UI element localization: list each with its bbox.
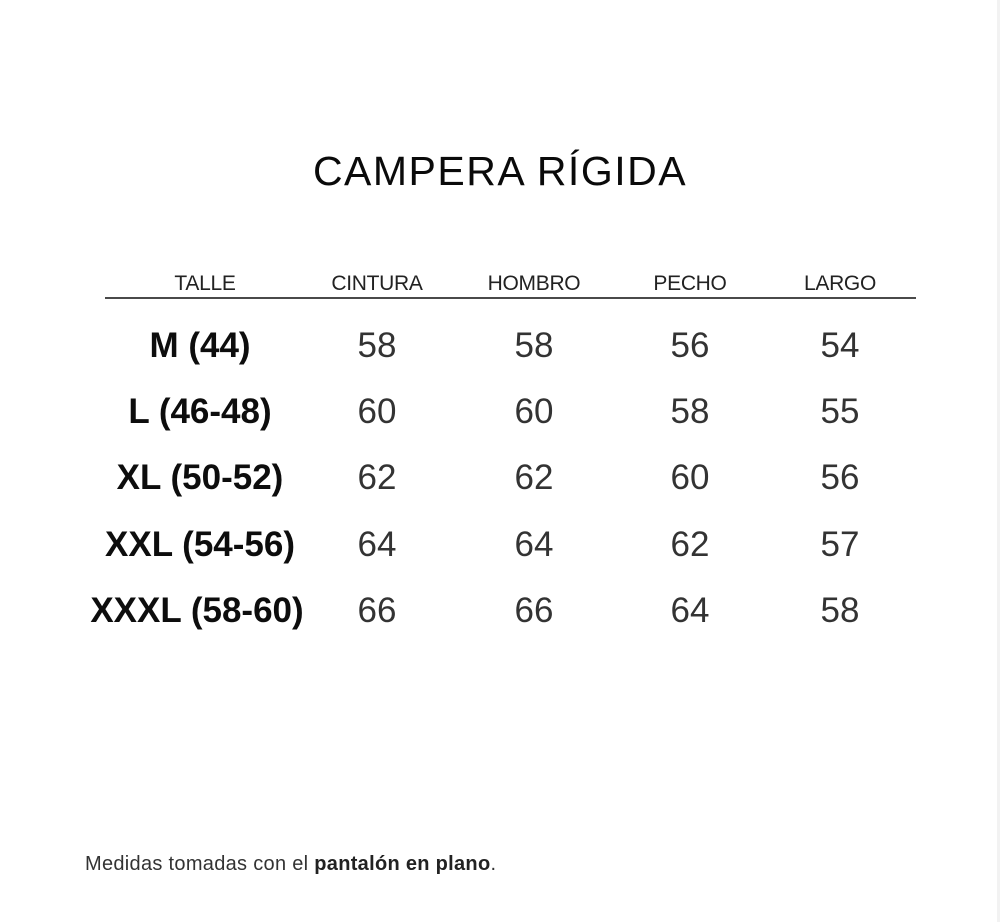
column-header-cintura: CINTURA [331,272,423,295]
cintura-value: 64 [357,525,397,564]
pecho-value: 58 [670,392,710,431]
footnote [85,853,496,876]
footnote-emphasis: pantalón en plano [314,853,491,875]
hombro-value: 66 [514,591,554,630]
largo-value: 57 [820,525,860,564]
size-label: M (44) [149,326,251,365]
column-header-talle: TALLE [174,272,236,295]
size-label: XL (50-52) [116,458,284,497]
hombro-value: 58 [514,326,554,365]
hombro-value: 60 [514,392,554,431]
footnote-suffix: . [490,853,497,875]
column-header-hombro: HOMBRO [487,272,581,295]
cintura-value: 66 [357,591,397,630]
pecho-value: 56 [670,326,710,365]
header-divider [105,297,916,299]
largo-value: 54 [820,326,860,365]
pecho-value: 62 [670,525,710,564]
largo-value: 56 [820,458,860,497]
footnote-prefix: Medidas tomadas con el [85,853,315,875]
cintura-value: 60 [357,392,397,431]
column-header-pecho: PECHO [653,272,727,295]
hombro-value: 62 [514,458,554,497]
largo-value: 55 [820,392,860,431]
cintura-value: 58 [357,326,397,365]
cintura-value: 62 [357,458,397,497]
hombro-value: 64 [514,525,554,564]
page-title: CAMPERA RÍGIDA [312,148,688,194]
pecho-value: 60 [670,458,710,497]
size-label: L (46-48) [128,392,272,431]
column-header-largo: LARGO [803,272,877,295]
pecho-value: 64 [670,591,710,630]
largo-value: 58 [820,591,860,630]
size-label: XXXL (58-60) [90,591,304,630]
size-label: XXL (54-56) [105,525,295,564]
